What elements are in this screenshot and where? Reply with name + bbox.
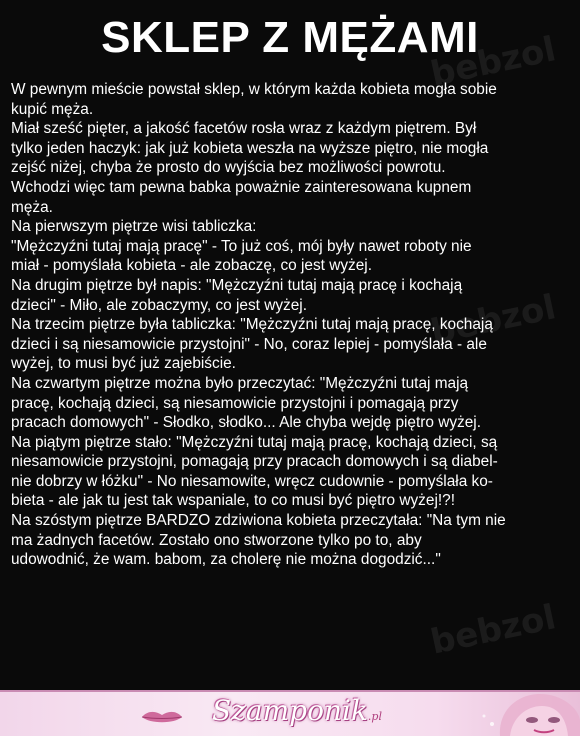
story-line: W pewnym mieście powstał sklep, w którym każda kobieta mogła sobie	[11, 81, 497, 98]
story-line: niesamowicie przystojni, pomagają przy pracach domowych i są diabel-	[11, 453, 498, 471]
brand-name: Szamponik	[212, 694, 368, 727]
story-line: dzieci i są niesamowicie przystojni" - No, coraz lepiej - pomyślała - ale	[11, 335, 487, 353]
story-line: bieta - ale jak tu jest tak wspaniale, to co musi być piętro wyżej!?!	[11, 492, 455, 510]
story-line: pracę, kochają dzieci, są niesamowicie przystojni i pomagają przy	[11, 394, 459, 412]
brand-suffix: .pl	[367, 710, 382, 723]
story-line: męża.	[11, 198, 53, 216]
story-line: wyżej, to musi być już zajebiście.	[11, 355, 236, 373]
story-line: Na czwartym piętrze można było przeczytać: "Mężczyźni tutaj mają	[11, 374, 469, 392]
story-line: Na piątym piętrze stało: "Mężczyźni tutaj mają pracę, kochają dzieci, są	[11, 433, 498, 451]
story-line: udowodnić, że wam. babom, za cholerę nie można dogodzić..."	[11, 551, 441, 569]
watermark-text: bebzol	[427, 597, 560, 663]
brand-logo[interactable]	[212, 694, 382, 727]
story-line: Na drugim piętrze był napis: "Mężczyźni tutaj mają pracę i kochają	[11, 276, 463, 294]
story-text	[11, 80, 571, 570]
story-line: tylko jeden haczyk: jak już kobieta weszła na wyższe piętro, nie mogła	[11, 139, 489, 157]
story-line: miał - pomyślała kobieta - ale zobaczę, co jest wyżej.	[11, 257, 372, 275]
page-title: SKLEP Z MĘŻAMI	[101, 13, 479, 62]
story-line: "Mężczyźni tutaj mają pracę" - To już coś, mój były nawet roboty nie	[11, 237, 472, 255]
watermark-text: bebzol	[427, 29, 560, 95]
story-line: Na trzecim piętrze była tabliczka: "Mężczyźni tutaj mają pracę, kochają	[11, 316, 493, 334]
story-line: zejść niżej, chyba że prosto do wyjścia bez możliwości powrotu.	[11, 159, 446, 177]
story-line: Na pierwszym piętrze wisi tabliczka:	[11, 218, 257, 236]
story-line: dzieci" - Miło, ale zobaczymy, co jest wyżej.	[11, 296, 307, 314]
story-line: ma żadnych facetów. Zostało ono stworzone tylko po to, aby	[11, 531, 422, 549]
story-line: kupić męża.	[11, 100, 94, 118]
story-line: Miał sześć pięter, a jakość facetów rosła wraz z każdym piętrem. Był	[11, 120, 477, 138]
woman-face-icon	[470, 690, 580, 736]
watermark-text: bebzol	[427, 287, 560, 353]
story-line: nie dobrzy w łóżku" - No niesamowite, wręcz cudownie - pomyślała ko-	[11, 472, 493, 490]
story-line: Na szóstym piętrze BARDZO zdziwiona kobieta przeczytała: "Na tym nie	[11, 512, 506, 530]
lips-icon	[140, 708, 184, 726]
footer-banner	[0, 690, 580, 736]
story-line: pracach domowych" - Słodko, słodko... Ale chyba wejdę piętro wyżej.	[11, 414, 481, 432]
story-line: Wchodzi więc tam pewna babka poważnie zainteresowana kupnem	[11, 178, 472, 196]
